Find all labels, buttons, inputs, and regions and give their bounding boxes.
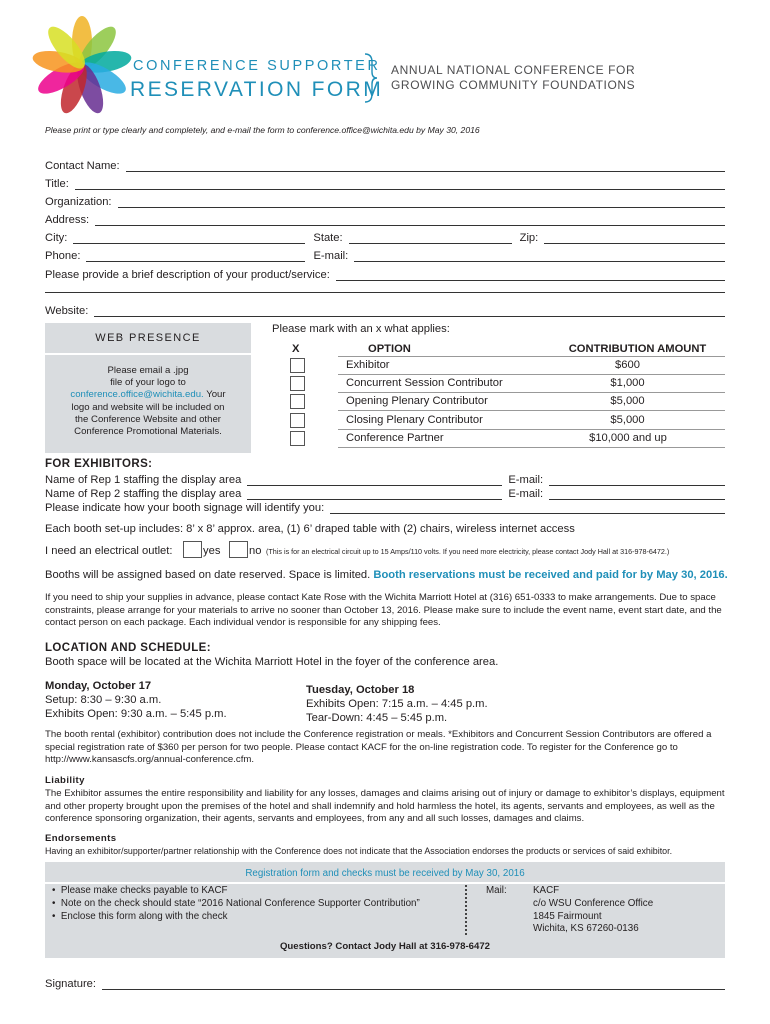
options-row-divider — [338, 447, 725, 448]
website-label: Website: — [45, 305, 89, 317]
signage-label: Please indicate how your booth signage will identify you: — [45, 502, 325, 514]
bracket-divider — [363, 52, 379, 104]
conference-partner-checkbox[interactable] — [290, 431, 305, 446]
options-row-divider — [338, 429, 725, 430]
payment-banner-divider — [45, 882, 725, 884]
web-presence-line1: Please email a .jpg — [107, 365, 189, 376]
amount-closing-plenary: $5,000 — [610, 414, 645, 426]
tuesday-teardown: Tear-Down: 4:45 – 5:45 p.m. — [306, 712, 448, 724]
web-presence-line5: the Conference Website and other — [75, 413, 221, 425]
address-row — [45, 210, 725, 226]
contact-name-row — [45, 156, 725, 172]
address-label: Address: — [45, 214, 90, 226]
organization-label: Organization: — [45, 196, 112, 208]
payment-bullet-item: • Enclose this form along with the check — [52, 910, 228, 922]
title-field[interactable] — [75, 177, 725, 190]
options-row-divider — [338, 410, 725, 411]
location-text: Booth space will be located at the Wichita Marriott Hotel in the foyer of the conference area. — [45, 656, 499, 668]
signature-row — [45, 974, 725, 990]
title-row — [45, 174, 725, 190]
options-header-divider — [338, 356, 725, 357]
address-line: 1845 Fairmount — [533, 910, 602, 922]
payment-dotted-divider — [465, 885, 467, 935]
amount-concurrent-session: $1,000 — [610, 377, 645, 389]
zip-label: Zip: — [519, 232, 539, 244]
web-presence-box — [45, 323, 251, 453]
instructions: Please print or type clearly and completely, and e-mail the form to conference.office@wichita.edu by May 30, 2016 — [45, 125, 480, 135]
payment-bullet-item: • Please make checks payable to KACF — [52, 885, 228, 896]
outlet-question: I need an electrical outlet: — [45, 545, 173, 557]
booth-includes: Each booth set-up includes: 8’ x 8’ approx. area, (1) 6’ draped table with (2) chairs, wireless internet access — [45, 523, 575, 535]
web-presence-line4: logo and website will be included on — [71, 401, 225, 413]
monday-exhibits: Exhibits Open: 9:30 a.m. – 5:45 p.m. — [45, 708, 227, 720]
booth-deadline: Booth reservations must be received and paid for by May 30, 2016. — [373, 569, 728, 581]
liability-text: The Exhibitor assumes the entire responsibility and liability for any losses, damages and claims arising out of injury or damage to exhibitor’s displays, equipment and other property brought upon the premises of the hotel and shall indemnify and hold harmless the hotel, its agents, servants and employees, as well as the conference sponsoring organization, their agents, servants and employees, from any and all such losses, damages and claims. — [45, 788, 725, 824]
website-row — [45, 301, 725, 317]
amount-conference-partner: $10,000 and up — [589, 432, 667, 444]
col-x-header: X — [292, 343, 300, 356]
address-line: Wichita, KS 67260-0136 — [533, 923, 639, 935]
description-row — [45, 265, 725, 281]
col-option-header: OPTION — [368, 343, 411, 356]
tuesday-exhibits: Exhibits Open: 7:15 a.m. – 4:45 p.m. — [306, 698, 488, 710]
phone-email-row — [45, 246, 725, 262]
option-opening-plenary: Opening Plenary Contributor — [346, 395, 488, 407]
endorsements-heading: Endorsements — [45, 833, 117, 844]
payment-deadline-banner: Registration form and checks must be received by May 30, 2016 — [245, 868, 525, 879]
organization-row — [45, 192, 725, 208]
zip-field[interactable] — [544, 231, 725, 244]
conference-name-line2: GROWING COMMUNITY FOUNDATIONS — [391, 78, 636, 92]
outlet-note: (This is for an electrical circuit up to 15 Amps/110 volts. If you need more electricity, please contact Jody Hall at 316-978-6472.) — [266, 547, 670, 556]
outlet-yes-checkbox[interactable] — [183, 541, 202, 558]
signature-label: Signature: — [45, 978, 96, 990]
web-presence-title: WEB PRESENCE — [95, 332, 201, 344]
description-field[interactable] — [336, 268, 725, 281]
questions-contact: Questions? Contact Jody Hall at 316-978-6472 — [279, 941, 491, 952]
opening-plenary-checkbox[interactable] — [290, 394, 305, 409]
booth-assignment-text: Booths will be assigned based on date reserved. Space is limited. — [45, 569, 371, 581]
option-conference-partner: Conference Partner — [346, 432, 444, 444]
email-label: E-mail: — [313, 250, 349, 262]
options-prompt: Please mark with an x what applies: — [272, 323, 450, 335]
rep2-email-label: E-mail: — [508, 488, 544, 500]
amount-opening-plenary: $5,000 — [610, 395, 645, 407]
city-field[interactable] — [73, 231, 305, 244]
exhibitor-checkbox[interactable] — [290, 358, 305, 373]
endorsements-text: Having an exhibitor/supporter/partner relationship with the Conference does not indicate that the Association endorses the products or services of said exhibitor. — [45, 846, 673, 856]
concurrent-session-checkbox[interactable] — [290, 376, 305, 391]
exhibitors-heading: FOR EXHIBITORS: — [45, 458, 153, 470]
description-label: Please provide a brief description of your product/service: — [45, 269, 330, 281]
web-presence-line2: file of your logo to — [110, 377, 186, 389]
phone-label: Phone: — [45, 250, 81, 262]
col-amount-header: CONTRIBUTION AMOUNT — [568, 343, 707, 356]
contact-name-label: Contact Name: — [45, 160, 120, 172]
signage-row — [45, 498, 725, 514]
state-label: State: — [313, 232, 343, 244]
website-field[interactable] — [94, 304, 725, 317]
web-presence-line3: conference.office@wichita.edu. Your — [70, 389, 226, 401]
payment-bullets — [52, 885, 420, 923]
description-field-line2[interactable] — [45, 292, 725, 293]
form-title-line2: RESERVATION FORM — [130, 78, 384, 101]
outlet-no-label: no — [249, 545, 262, 557]
payment-bullet-item: • Note on the check should state “2016 National Conference Supporter Contribution” — [52, 897, 420, 909]
amount-exhibitor: $600 — [615, 359, 640, 371]
address-field[interactable] — [95, 213, 725, 226]
phone-field[interactable] — [86, 249, 305, 262]
address-line: c/o WSU Conference Office — [533, 897, 654, 909]
location-heading: LOCATION AND SCHEDULE: — [45, 642, 211, 654]
address-line: KACF — [533, 885, 560, 896]
rep1-email-label: E-mail: — [508, 474, 544, 486]
city-state-zip-row — [45, 228, 725, 244]
options-row-divider — [338, 374, 725, 375]
title-label: Title: — [45, 178, 69, 190]
option-concurrent-session: Concurrent Session Contributor — [346, 377, 503, 389]
option-closing-plenary: Closing Plenary Contributor — [346, 414, 483, 426]
options-row-divider — [338, 392, 725, 393]
shipping-note: If you need to ship your supplies in advance, please contact Kate Rose with the Wichita Marriott Hotel at (316) 651-0333 to make arrangements. Due to space constraints, please arrange for your materials to arrive no sooner than October 13, 2016. Please make sure to include the event name, event start date, and the contact person on each package. Each individual vendor is responsible for any shipping fees. — [45, 592, 722, 628]
booth-assignment — [45, 569, 728, 581]
payment-box — [45, 862, 725, 958]
monday-setup: Setup: 8:30 – 9:30 a.m. — [45, 694, 162, 706]
conference-logo — [30, 14, 134, 118]
option-exhibitor: Exhibitor — [346, 359, 390, 371]
contact-name-field[interactable] — [126, 159, 725, 172]
signature-field[interactable] — [102, 977, 725, 990]
outlet-no-checkbox[interactable] — [229, 541, 248, 558]
web-presence-divider — [45, 353, 251, 355]
form-title-line1: CONFERENCE SUPPORTER — [133, 58, 381, 74]
outlet-yes-label: yes — [203, 545, 221, 557]
web-presence-text — [45, 365, 251, 438]
monday-title: Monday, October 17 — [45, 680, 152, 692]
conference-name-line1: ANNUAL NATIONAL CONFERENCE FOR — [391, 63, 636, 77]
city-label: City: — [45, 232, 68, 244]
tuesday-title: Tuesday, October 18 — [306, 684, 415, 696]
rep2-label: Name of Rep 2 staffing the display area — [45, 488, 242, 500]
liability-heading: Liability — [45, 775, 85, 786]
signage-field[interactable] — [330, 501, 725, 514]
rep1-label: Name of Rep 1 staffing the display area — [45, 474, 242, 486]
closing-plenary-checkbox[interactable] — [290, 413, 305, 428]
mailing-address — [533, 885, 653, 936]
email-field[interactable] — [354, 249, 725, 262]
mail-label: Mail: — [486, 885, 507, 896]
state-field[interactable] — [349, 231, 512, 244]
conference-email-link[interactable]: conference.office@wichita.edu. — [70, 389, 204, 401]
web-presence-line6: Conference Promotional Materials. — [74, 426, 222, 438]
registration-fee-note: The booth rental (exhibitor) contribution does not include the Conference registration or meals. *Exhibitors and Concurrent Session Contributors are offered a special registration rate of $360 per person for two people. Please contact KACF for the on-line registration code. To register for the Conference go to http://www.kansascfs.org/annual-conference.cfm. — [45, 729, 712, 765]
organization-field[interactable] — [118, 195, 725, 208]
